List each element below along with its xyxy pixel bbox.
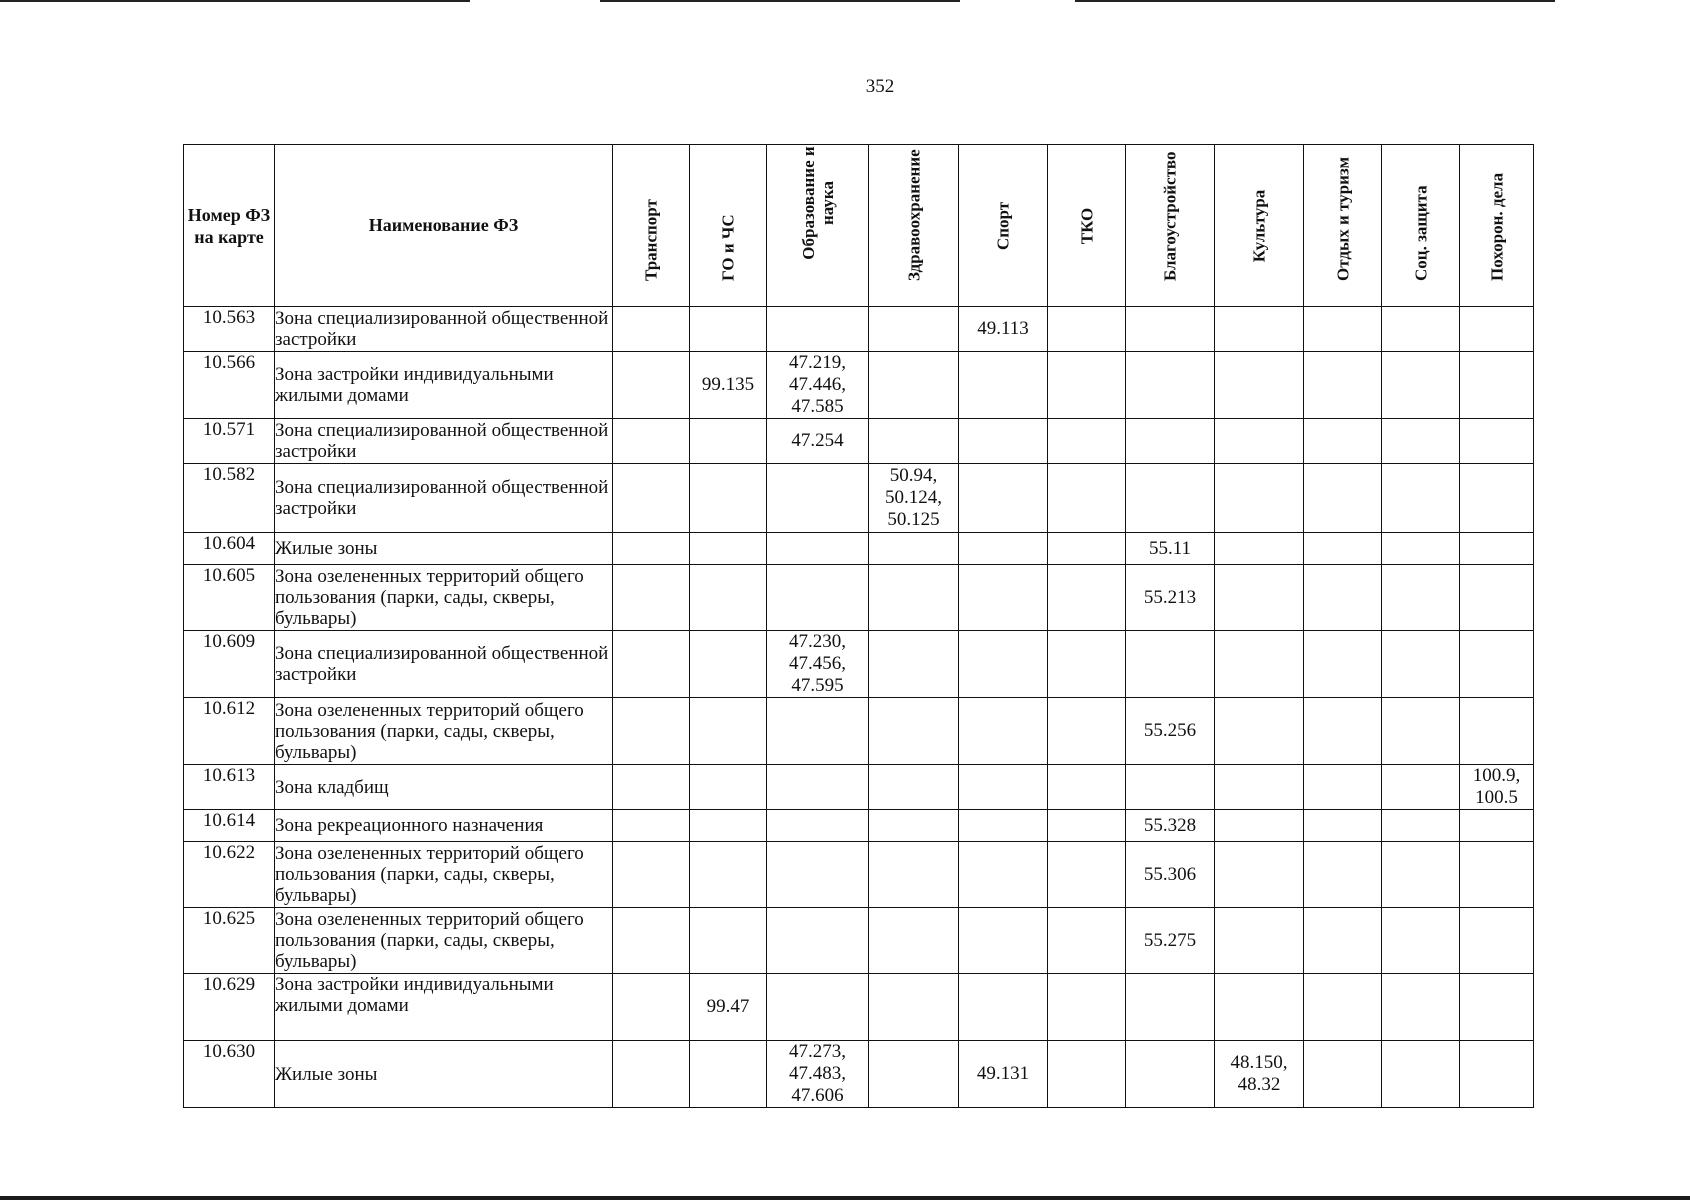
zone-name: Зона кладбищ <box>275 765 613 810</box>
cell-go-chs <box>690 533 767 565</box>
cell-education: 47.273, 47.483, 47.606 <box>767 1041 869 1108</box>
cell-go-chs: 99.135 <box>690 352 767 419</box>
cell-sport <box>959 565 1048 631</box>
cell-social <box>1382 1041 1460 1108</box>
cell-education <box>767 810 869 842</box>
cell-transport <box>613 419 690 464</box>
cell-education <box>767 565 869 631</box>
table-header-row <box>184 145 1534 307</box>
cell-social <box>1382 974 1460 1041</box>
cell-health <box>869 974 959 1041</box>
cell-education <box>767 307 869 352</box>
cell-leisure <box>1304 1041 1382 1108</box>
cell-transport <box>613 974 690 1041</box>
header-social: Соц. защита <box>1382 145 1460 307</box>
header-transport: Транспорт <box>613 145 690 307</box>
cell-transport <box>613 631 690 698</box>
header-name: Наименование ФЗ <box>275 145 613 307</box>
zones-table <box>183 144 1534 1108</box>
cell-leisure <box>1304 631 1382 698</box>
cell-tko <box>1048 698 1126 765</box>
cell-health <box>869 307 959 352</box>
cell-tko <box>1048 419 1126 464</box>
zone-name: Зона специализированной общественной застройки <box>275 307 613 352</box>
table-row <box>184 908 1534 974</box>
cell-culture <box>1215 842 1304 908</box>
zone-name: Зона специализированной общественной застройки <box>275 464 613 533</box>
cell-leisure <box>1304 565 1382 631</box>
table-row <box>184 533 1534 565</box>
cell-leisure <box>1304 842 1382 908</box>
zone-number: 10.604 <box>184 533 275 565</box>
zone-name: Зона озелененных территорий общего пользования (парки, сады, скверы, бульвары) <box>275 565 613 631</box>
cell-health <box>869 765 959 810</box>
cell-funeral <box>1460 698 1534 765</box>
cell-health <box>869 533 959 565</box>
zone-name: Зона застройки индивидуальными жилыми домами <box>275 352 613 419</box>
cell-go-chs <box>690 698 767 765</box>
table-row <box>184 631 1534 698</box>
zone-name: Зона застройки индивидуальными жилыми домами <box>275 974 613 1041</box>
cell-social <box>1382 352 1460 419</box>
table-row <box>184 419 1534 464</box>
cell-improvement <box>1126 974 1215 1041</box>
zone-name: Зона озелененных территорий общего пользования (парки, сады, скверы, бульвары) <box>275 908 613 974</box>
cell-culture <box>1215 419 1304 464</box>
cell-health <box>869 698 959 765</box>
zone-name: Зона озелененных территорий общего пользования (парки, сады, скверы, бульвары) <box>275 842 613 908</box>
cell-education <box>767 842 869 908</box>
cell-social <box>1382 698 1460 765</box>
cell-health <box>869 842 959 908</box>
cell-health <box>869 631 959 698</box>
cell-culture <box>1215 698 1304 765</box>
cell-sport <box>959 419 1048 464</box>
cell-improvement <box>1126 1041 1215 1108</box>
cell-funeral <box>1460 1041 1534 1108</box>
cell-transport <box>613 352 690 419</box>
cell-culture: 48.150, 48.32 <box>1215 1041 1304 1108</box>
table-row <box>184 698 1534 765</box>
cell-tko <box>1048 974 1126 1041</box>
cell-education <box>767 908 869 974</box>
cell-sport <box>959 698 1048 765</box>
zone-name: Зона специализированной общественной застройки <box>275 419 613 464</box>
cell-funeral <box>1460 908 1534 974</box>
cell-go-chs <box>690 419 767 464</box>
table-row <box>184 842 1534 908</box>
cell-social <box>1382 908 1460 974</box>
zone-name: Жилые зоны <box>275 533 613 565</box>
cell-social <box>1382 533 1460 565</box>
header-tko: ТКО <box>1048 145 1126 307</box>
page-number: 352 <box>865 76 895 97</box>
cell-go-chs <box>690 810 767 842</box>
cell-education: 47.230, 47.456, 47.595 <box>767 631 869 698</box>
cell-funeral <box>1460 842 1534 908</box>
cell-tko <box>1048 352 1126 419</box>
cell-funeral <box>1460 307 1534 352</box>
header-culture: Культура <box>1215 145 1304 307</box>
zone-number: 10.613 <box>184 765 275 810</box>
cell-tko <box>1048 464 1126 533</box>
cell-go-chs <box>690 908 767 974</box>
cell-education: 47.219, 47.446, 47.585 <box>767 352 869 419</box>
cell-health <box>869 419 959 464</box>
cell-go-chs <box>690 765 767 810</box>
cell-sport <box>959 810 1048 842</box>
zone-number: 10.612 <box>184 698 275 765</box>
cell-leisure <box>1304 307 1382 352</box>
cell-funeral <box>1460 565 1534 631</box>
cell-health <box>869 908 959 974</box>
cell-improvement <box>1126 307 1215 352</box>
table-row <box>184 464 1534 533</box>
zone-number: 10.629 <box>184 974 275 1041</box>
cell-funeral <box>1460 631 1534 698</box>
cell-tko <box>1048 908 1126 974</box>
cell-culture <box>1215 352 1304 419</box>
zone-number: 10.622 <box>184 842 275 908</box>
table-row <box>184 1041 1534 1108</box>
cell-leisure <box>1304 352 1382 419</box>
cell-culture <box>1215 307 1304 352</box>
header-sport: Спорт <box>959 145 1048 307</box>
cell-culture <box>1215 974 1304 1041</box>
cell-education <box>767 698 869 765</box>
cell-sport <box>959 842 1048 908</box>
cell-go-chs <box>690 565 767 631</box>
cell-education <box>767 974 869 1041</box>
cell-social <box>1382 631 1460 698</box>
cell-funeral <box>1460 352 1534 419</box>
table-row <box>184 307 1534 352</box>
cell-sport: 49.131 <box>959 1041 1048 1108</box>
cell-improvement: 55.275 <box>1126 908 1215 974</box>
cell-transport <box>613 307 690 352</box>
cell-education: 47.254 <box>767 419 869 464</box>
zone-number: 10.609 <box>184 631 275 698</box>
cell-tko <box>1048 533 1126 565</box>
cell-social <box>1382 765 1460 810</box>
cell-funeral <box>1460 533 1534 565</box>
cell-go-chs <box>690 1041 767 1108</box>
header-funeral: Похорон. дела <box>1460 145 1534 307</box>
cell-transport <box>613 698 690 765</box>
cell-tko <box>1048 765 1126 810</box>
cell-transport <box>613 810 690 842</box>
cell-transport <box>613 565 690 631</box>
cell-go-chs <box>690 631 767 698</box>
cell-social <box>1382 307 1460 352</box>
cell-leisure <box>1304 765 1382 810</box>
cell-improvement <box>1126 464 1215 533</box>
cell-sport <box>959 974 1048 1041</box>
cell-improvement: 55.306 <box>1126 842 1215 908</box>
cell-improvement: 55.328 <box>1126 810 1215 842</box>
cell-tko <box>1048 810 1126 842</box>
cell-sport <box>959 765 1048 810</box>
cell-social <box>1382 842 1460 908</box>
cell-go-chs: 99.47 <box>690 974 767 1041</box>
cell-social <box>1382 810 1460 842</box>
cell-education <box>767 464 869 533</box>
cell-education <box>767 533 869 565</box>
zone-name: Зона специализированной общественной застройки <box>275 631 613 698</box>
cell-leisure <box>1304 533 1382 565</box>
cell-tko <box>1048 1041 1126 1108</box>
cell-funeral <box>1460 810 1534 842</box>
zone-number: 10.571 <box>184 419 275 464</box>
cell-education <box>767 765 869 810</box>
zone-number: 10.563 <box>184 307 275 352</box>
cell-leisure <box>1304 419 1382 464</box>
scan-edge-bottom <box>0 1196 1690 1200</box>
cell-go-chs <box>690 464 767 533</box>
cell-leisure <box>1304 908 1382 974</box>
cell-funeral <box>1460 419 1534 464</box>
zone-number: 10.605 <box>184 565 275 631</box>
cell-transport <box>613 908 690 974</box>
cell-culture <box>1215 810 1304 842</box>
table-row <box>184 352 1534 419</box>
cell-tko <box>1048 565 1126 631</box>
cell-sport <box>959 464 1048 533</box>
cell-funeral <box>1460 464 1534 533</box>
cell-health: 50.94, 50.124, 50.125 <box>869 464 959 533</box>
cell-sport <box>959 908 1048 974</box>
cell-improvement <box>1126 352 1215 419</box>
zone-number: 10.630 <box>184 1041 275 1108</box>
table-row <box>184 810 1534 842</box>
cell-tko <box>1048 631 1126 698</box>
cell-funeral <box>1460 974 1534 1041</box>
zone-number: 10.582 <box>184 464 275 533</box>
cell-health <box>869 810 959 842</box>
cell-transport <box>613 1041 690 1108</box>
header-education: Образование и наука <box>767 145 869 307</box>
cell-sport <box>959 352 1048 419</box>
zone-name: Зона озелененных территорий общего пользования (парки, сады, скверы, бульвары) <box>275 698 613 765</box>
cell-health <box>869 352 959 419</box>
zone-name: Зона рекреационного назначения <box>275 810 613 842</box>
cell-leisure <box>1304 464 1382 533</box>
cell-improvement: 55.213 <box>1126 565 1215 631</box>
cell-leisure <box>1304 698 1382 765</box>
cell-culture <box>1215 464 1304 533</box>
cell-funeral: 100.9, 100.5 <box>1460 765 1534 810</box>
zone-number: 10.625 <box>184 908 275 974</box>
cell-health <box>869 565 959 631</box>
cell-leisure <box>1304 974 1382 1041</box>
cell-culture <box>1215 565 1304 631</box>
header-number: Номер ФЗ на карте <box>184 145 275 307</box>
scan-edge-top <box>0 0 1690 3</box>
table-row <box>184 765 1534 810</box>
cell-social <box>1382 464 1460 533</box>
cell-improvement: 55.11 <box>1126 533 1215 565</box>
cell-tko <box>1048 842 1126 908</box>
zone-name: Жилые зоны <box>275 1041 613 1108</box>
cell-go-chs <box>690 842 767 908</box>
header-go-chs: ГО и ЧС <box>690 145 767 307</box>
cell-transport <box>613 842 690 908</box>
cell-transport <box>613 533 690 565</box>
cell-social <box>1382 565 1460 631</box>
cell-go-chs <box>690 307 767 352</box>
cell-improvement <box>1126 631 1215 698</box>
cell-transport <box>613 464 690 533</box>
cell-improvement <box>1126 419 1215 464</box>
cell-sport <box>959 533 1048 565</box>
cell-culture <box>1215 631 1304 698</box>
cell-leisure <box>1304 810 1382 842</box>
cell-tko <box>1048 307 1126 352</box>
cell-culture <box>1215 765 1304 810</box>
table-row <box>184 565 1534 631</box>
cell-transport <box>613 765 690 810</box>
cell-sport: 49.113 <box>959 307 1048 352</box>
header-leisure: Отдых и туризм <box>1304 145 1382 307</box>
header-health: Здравоохранение <box>869 145 959 307</box>
cell-improvement <box>1126 765 1215 810</box>
cell-culture <box>1215 908 1304 974</box>
cell-sport <box>959 631 1048 698</box>
table-row <box>184 974 1534 1041</box>
cell-culture <box>1215 533 1304 565</box>
zone-number: 10.614 <box>184 810 275 842</box>
zone-number: 10.566 <box>184 352 275 419</box>
cell-improvement: 55.256 <box>1126 698 1215 765</box>
cell-social <box>1382 419 1460 464</box>
header-improvement: Благоустройство <box>1126 145 1215 307</box>
cell-health <box>869 1041 959 1108</box>
